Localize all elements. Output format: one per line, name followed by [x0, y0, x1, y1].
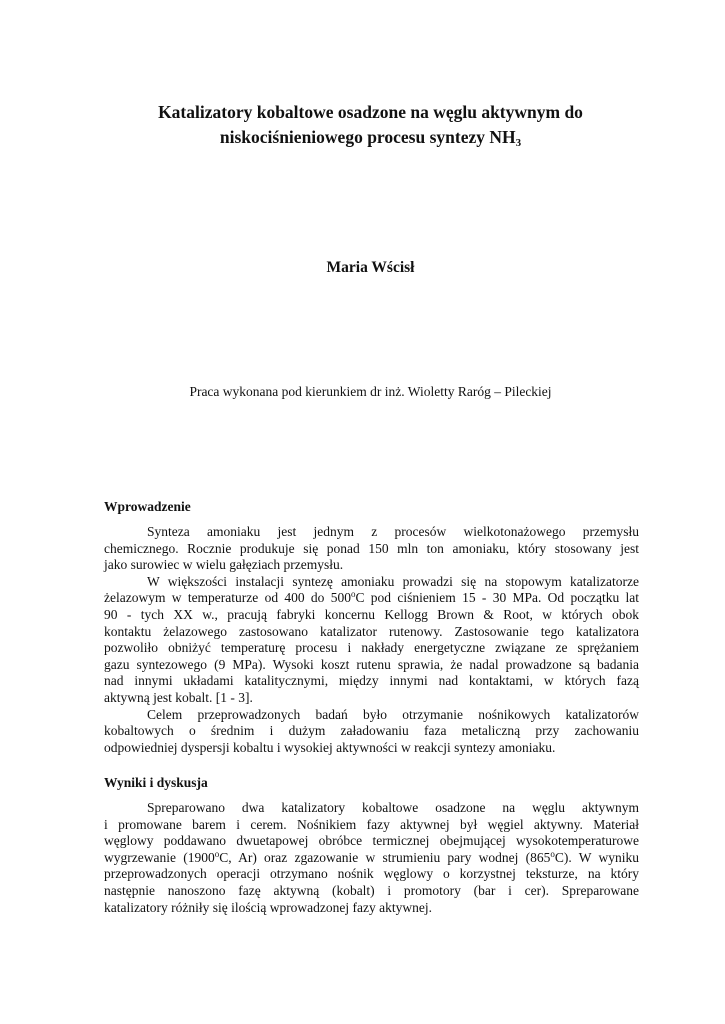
title-line-1: Katalizatory kobaltowe osadzone na węglu aktywnym do: [158, 102, 583, 122]
text-line: gazu syntezowego (9 MPa). Wysoki koszt rutenu sprawia, że nadal prowadzone są badania: [104, 656, 639, 672]
intro-paragraph-2: [104, 574, 639, 707]
text-line: odpowiedniej dyspersji kobaltu i wysokiej aktywności w reakcji syntezy amoniaku.: [104, 739, 556, 755]
section-heading-results: Wyniki i dyskusja: [104, 775, 208, 790]
text-line: katalizatory różniły się ilością wprowadzonej fazy aktywnej.: [104, 899, 433, 915]
text-line: chemicznego. Rocznie produkuje się ponad 150 mln ton amoniaku, który stosowany jest: [104, 540, 639, 556]
text-fragment: C). W wyniku: [554, 849, 639, 865]
text-line: aktywną jest kobalt. [1 - 3].: [104, 689, 253, 705]
text-line: [104, 850, 639, 867]
intro-paragraph-3: [104, 707, 639, 757]
text-line: następnie nanoszono fazę aktywną (kobalt) i promotory (bar i cer). Spreparowane: [104, 882, 639, 898]
intro-paragraph-1: [104, 524, 639, 574]
section-results: [104, 774, 639, 916]
text-line: Synteza amoniaku jest jednym z procesów wielkotonażowego przemysłu: [147, 524, 639, 539]
author-name: Maria Wścisł: [326, 259, 415, 276]
section-heading-introduction: Wprowadzenie: [104, 499, 191, 514]
text-line: i promowane barem i cerem. Nośnikiem fazy aktywnej był węgiel aktywny. Materiał: [104, 816, 639, 832]
degree-superscript: o: [550, 848, 555, 859]
text-fragment: wygrzewanie (1900: [104, 849, 215, 865]
title-line-2: [100, 125, 641, 156]
text-fragment: żelazowym w temperaturze od 400 do 500: [104, 590, 351, 606]
supervisor-note: Praca wykonana pod kierunkiem dr inż. Wioletty Raróg – Pileckiej: [189, 384, 552, 399]
degree-superscript: o: [350, 589, 356, 600]
text-line: nad innymi układami katalitycznymi, między innymi nad kontaktami, w których fazą: [104, 673, 639, 689]
title-line-2-text: niskociśnieniowego procesu syntezy NH: [219, 127, 516, 147]
text-fragment: C pod ciśnieniem 15 - 30 MPa. Od początku lat: [355, 590, 639, 606]
title-subscript: 3: [515, 137, 522, 149]
results-paragraph-1: [104, 800, 639, 916]
paper-title: [100, 100, 641, 156]
text-line: 90 - tych XX w., pracują fabryki koncernu Kellogg Brown & Root, w których obok: [104, 606, 639, 622]
text-line: kontaktu żelazowego zastosowano katalizator rutenowy. Zastosowanie tego katalizatora: [104, 623, 639, 639]
text-line: pozwoliło obniżyć temperaturę procesu i nakłady energetyczne związane ze sprężaniem: [104, 640, 639, 656]
text-line: Celem przeprowadzonych badań było otrzymanie nośnikowych katalizatorów: [147, 706, 639, 722]
text-line: węglowy poddawano dwuetapowej obróbce termicznej obejmującej wysokotemperaturowe: [104, 833, 639, 849]
degree-superscript: o: [214, 848, 220, 859]
text-line: jako surowiec w wielu gałęziach przemysłu.: [104, 557, 344, 573]
text-line: przeprowadzonych operacji otrzymano nośnik węglowy o korzystnej teksturze, na który: [104, 866, 639, 882]
text-line: Spreparowano dwa katalizatory kobaltowe osadzone na węglu aktywnym: [147, 800, 639, 815]
section-introduction: [104, 498, 639, 756]
text-fragment: C, Ar) oraz zgazowanie w strumieniu pary wodnej (865: [219, 849, 551, 865]
text-line: kobaltowych o średnim i dużym załadowaniu faza metaliczną przy zachowaniu: [104, 723, 639, 739]
text-line: W większości instalacji syntezę amoniaku prowadzi się na stopowym katalizatorze: [147, 573, 639, 589]
text-line: [104, 590, 639, 607]
